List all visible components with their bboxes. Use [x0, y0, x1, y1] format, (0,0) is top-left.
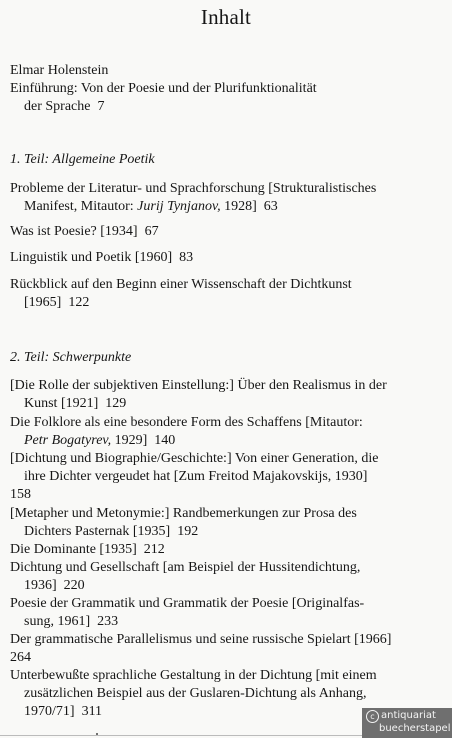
page-number: 83 [179, 250, 194, 265]
page-number: 67 [144, 224, 159, 239]
page-number: 233 [97, 614, 119, 629]
watermark-line1: antiquariat [381, 710, 436, 721]
entry-line: Der grammatische Parallelismus und seine russische Spielart [1966] [10, 632, 392, 647]
page-number: 212 [143, 542, 165, 557]
page-number: 140 [154, 433, 176, 448]
toc-entry-s2-3 [10, 450, 438, 504]
page-number: 7 [97, 99, 105, 114]
entry-line: Linguistik und Poetik [1960] 83 [10, 250, 194, 265]
page-number: 122 [68, 295, 90, 310]
toc-entry-s1-2 [10, 223, 438, 241]
intro-author: Elmar Holenstein [10, 63, 109, 78]
page-number: 192 [177, 524, 199, 539]
entry-line: Die Dominante [1935] 212 [10, 542, 165, 557]
coauthor-name: Petr Bogatyrev, [24, 433, 112, 448]
entry-line: [Die Rolle der subjektiven Einstellung:] Über den Realismus in der [10, 378, 387, 393]
page-number: 63 [263, 199, 278, 214]
entry-line: Dichters Pasternak [1935] 192 [24, 524, 199, 539]
intro-title-line1: Einführung: Von der Poesie und der Plurifunktionalität [10, 81, 317, 96]
entry-line: 1970/71] 311 [24, 704, 103, 719]
copyright-icon: c [366, 710, 379, 723]
toc-entry-s1-1 [10, 180, 438, 216]
entry-line: zusätzlichen Beispiel aus der Guslaren-Dichtung als Anhang, [24, 686, 367, 701]
toc-entry-s2-5 [10, 541, 438, 559]
toc-entry-s2-2 [10, 414, 438, 450]
entry-line: ihre Dichter vergeudet hat [Zum Freitod Majakovskijs, 1930] [24, 469, 368, 484]
entry-line: Kunst [1921] 129 [24, 396, 127, 411]
entry-line: sung, 1961] 233 [24, 614, 119, 629]
toc-entry-s2-1 [10, 377, 438, 413]
entry-line: Petr Bogatyrev, 1929] 140 [24, 433, 176, 448]
entry-line: Poesie der Grammatik und Grammatik der Poesie [Originalfas- [10, 596, 365, 611]
entry-line: Rückblick auf den Beginn einer Wissenschaft der Dichtkunst [10, 277, 352, 292]
intro-title-line2: der Sprache 7 [24, 99, 105, 114]
watermark-line2: buecherstapel [379, 723, 451, 734]
speck [96, 733, 98, 735]
entry-line: [1965] 122 [24, 295, 90, 310]
entry-line: [Dichtung und Biographie/Geschichte:] Von einer Generation, die [10, 451, 379, 466]
entry-line: Unterbewußte sprachliche Gestaltung in der Dichtung [mit einem [10, 668, 377, 683]
page-number: 220 [63, 578, 85, 593]
section-heading-1: 1. Teil: Allgemeine Poetik [10, 152, 155, 167]
coauthor-name: Jurij Tynjanov, [137, 199, 221, 214]
section-heading-2: 2. Teil: Schwerpunkte [10, 350, 132, 365]
page-title: Inhalt [200, 5, 252, 29]
toc-entry-s2-8 [10, 631, 438, 667]
entry-line: Dichtung und Gesellschaft [am Beispiel der Hussitendichtung, [10, 560, 361, 575]
page-number: 311 [81, 704, 103, 719]
page-number: 129 [105, 396, 127, 411]
entry-line: Die Folklore als eine besondere Form des Schaffens [Mitautor: [10, 415, 363, 430]
toc-entry-s2-7 [10, 595, 438, 631]
entry-line: Manifest, Mitautor: Jurij Tynjanov, 1928] 63 [24, 199, 278, 214]
toc-entry-s1-4 [10, 276, 438, 312]
entry-line: Was ist Poesie? [1934] 67 [10, 224, 159, 239]
entry-line: 1936] 220 [24, 578, 85, 593]
toc-entry-s2-4 [10, 505, 438, 541]
page-number: 264 [10, 650, 31, 665]
toc-entry-s2-6 [10, 559, 438, 595]
toc-entry-s1-3 [10, 249, 438, 267]
toc-entry-intro [10, 62, 438, 116]
entry-line: Probleme der Literatur- und Sprachforschung [Strukturalistisches [10, 181, 377, 196]
seller-watermark [362, 708, 452, 738]
page-number: 158 [10, 487, 31, 502]
entry-line: [Metapher und Metonymie:] Randbemerkungen zur Prosa des [10, 506, 357, 521]
